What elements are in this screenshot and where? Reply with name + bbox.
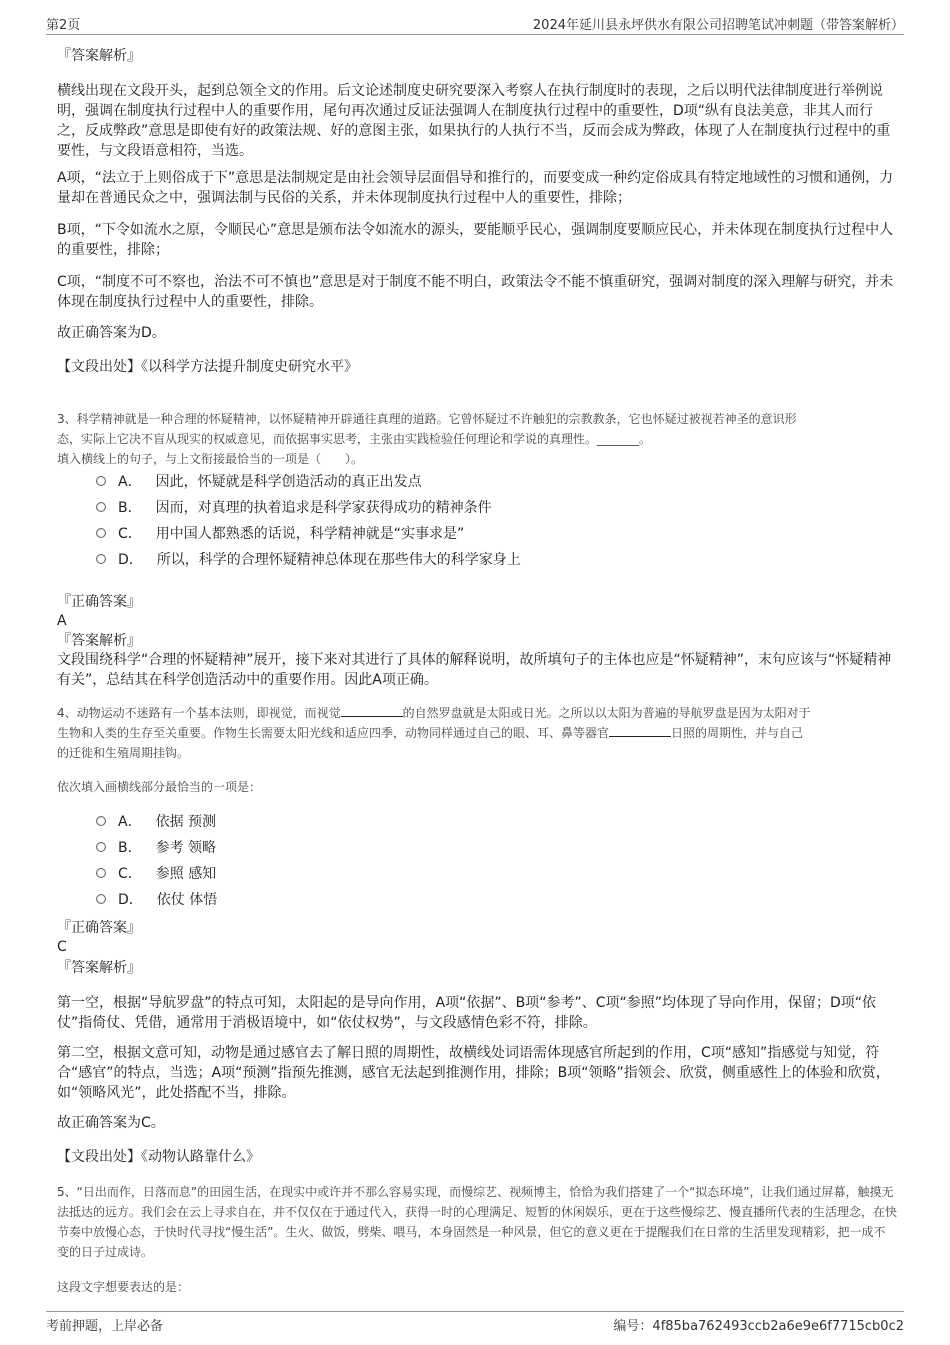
fill-blank — [341, 704, 403, 717]
q4-analysis-label: 『答案解析』 — [57, 960, 141, 976]
q2-analysis-para2: A项，“法立于上则俗成于下”意思是法制规定是由社会领导层面倡导和推行的，而要变成一种约定俗成具有特定地域性的习惯和通例，力量却在普通民众之中，强调法制与民俗的关系，并未体现制度执行过程中人的重要性，排除； — [57, 170, 894, 206]
page-header — [46, 14, 904, 35]
q3-stem-line1: 3、科学精神就是一种合理的怀疑精神，以怀疑精神开辟通往真理的道路。它曾怀疑过不许触犯的宗教教条，它也怀疑过被视若神圣的意识形 — [57, 412, 797, 426]
page-number: 第2页 — [46, 18, 81, 33]
radio-icon[interactable] — [96, 868, 106, 878]
q4-option-d[interactable]: D． 依仗 体悟 — [96, 890, 217, 910]
radio-icon[interactable] — [96, 528, 106, 538]
q3-answer-label: 『正确答案』 — [57, 594, 141, 610]
q4-analysis-para2: 第二空，根据文意可知，动物是通过感官去了解日照的周期性，故横线处词语需体现感官所起到的作用，C项“感知”指感觉与知觉，符合“感官”的特点，当选；A项“预测”指预先推测，感官无法起到推测作用，排除；B项“领略”指领会、欣赏，侧重感性上的体验和欣赏，如“领略风光”，此处搭配不当，排除。 — [57, 1045, 890, 1101]
q4-source: 【文段出处】《动物认路靠什么》 — [57, 1149, 260, 1165]
q2-conclusion: 故正确答案为D。 — [57, 325, 166, 341]
radio-icon[interactable] — [96, 476, 106, 486]
radio-icon[interactable] — [96, 502, 106, 512]
q4-stem-line3: 的迁徙和生殖周期挂钩。 — [57, 746, 190, 760]
q4-option-a[interactable]: A． 依据 预测 — [96, 812, 216, 832]
radio-icon[interactable] — [96, 894, 106, 904]
document-title: 2024年延川县永坪供水有限公司招聘笔试冲刺题（带答案解析） — [532, 18, 904, 33]
q3-option-b[interactable]: B． 因而，对真理的执着追求是科学家获得成功的精神条件 — [96, 498, 492, 518]
q3-analysis: 文段围绕科学“合理的怀疑精神”展开，接下来对其进行了具体的解释说明，故所填句子的主体也应是“怀疑精神”，末句应该与“怀疑精神有关”，总结其在科学创造活动中的重要作用。因此A项正确。 — [57, 652, 892, 688]
q5-stem: 5、“日出而作，日落而息”的田园生活，在现实中或许并不那么容易实现，而慢综艺、视频博主，恰恰为我们搭建了一个“拟态环境”，让我们通过屏幕，触摸无法抵达的远方。我们会在云上寻求自在，并不仅仅在于通过代入，获得一时的心理满足、短暂的休闲娱乐，更在于这些慢综艺、慢直播所代表的生活理念，在快节奏中放慢心态，于快时代寻找“慢生活”。生火、做饭，劈柴、喂马，本身固然是一种风景，但它的意义更在于提醒我们在日常的生活里发现精彩，把一成不变的日子过成诗。 — [57, 1185, 898, 1259]
q3-option-a[interactable]: A． 因此，怀疑就是科学创造活动的真正出发点 — [96, 472, 422, 492]
q4-option-c[interactable]: C． 参照 感知 — [96, 864, 216, 884]
fill-blank — [609, 724, 671, 737]
q4-stem-line1: 4、动物运动不迷路有一个基本法则，即视觉，而视觉 的自然罗盘就是太阳或日光。之所以以太阳为普遍的导航罗盘是因为太阳对于 — [57, 706, 811, 720]
page-footer — [46, 1311, 904, 1334]
q2-analysis-label: 『答案解析』 — [57, 48, 141, 64]
radio-icon[interactable] — [96, 816, 106, 826]
q3-answer: A — [57, 613, 67, 629]
radio-icon[interactable] — [96, 554, 106, 564]
radio-icon[interactable] — [96, 842, 106, 852]
q2-analysis-para4: C项，“制度不可不察也，治法不可不慎也”意思是对于制度不能不明白，政策法令不能不慎重研究，强调对制度的深入理解与研究，并未体现在制度执行过程中人的重要性，排除。 — [57, 274, 894, 310]
q4-prompt: 依次填入画横线部分最恰当的一项是： — [57, 780, 262, 794]
q3-analysis-label: 『答案解析』 — [57, 633, 141, 649]
q4-answer-label: 『正确答案』 — [57, 920, 141, 936]
q2-source: 【文段出处】《以科学方法提升制度史研究水平》 — [57, 359, 358, 375]
q4-answer: C — [57, 939, 67, 955]
q4-analysis-para1: 第一空，根据“导航罗盘”的特点可知，太阳起的是导向作用，A项“依据”、B项“参考”、C项“参照”均体现了导向作用，保留；D项“依仗”指倚仗、凭借，通常用于消极语境中，如“依仗权势”，与文段感情色彩不符，排除。 — [57, 995, 877, 1031]
document-id: 编号：4f85ba762493ccb2a6e9e6f7715cb0c2 — [613, 1319, 904, 1334]
q5-prompt: 这段文字想要表达的是： — [57, 1280, 190, 1294]
q3-stem-line3: 填入横线上的句子，与上文衔接最恰当的一项是（ ）。 — [57, 452, 364, 466]
q4-option-b[interactable]: B． 参考 领略 — [96, 838, 216, 858]
q2-analysis-para3: B项，“下令如流水之原，令顺民心”意思是颁布法令如流水的源头，要能顺乎民心，强调制度要顺应民心，并未体现在制度执行过程中人的重要性，排除； — [57, 222, 894, 258]
q2-analysis-para1: 横线出现在文段开头，起到总领全文的作用。后文论述制度史研究要深入考察人在执行制度时的表现，之后以明代法律制度进行举例说明，强调在制度执行过程中人的重要作用，尾句再次通过反证法强调人在制度执行过程中的重要性，D项“纵有良法美意，非其人而行之，反成弊政”意思是即使有好的政策法规、好的意图主张，如果执行的人执行不当，反而会成为弊政，体现了人在制度执行过程中的重要性，与文段语意相符，当选。 — [57, 83, 891, 159]
footer-slogan: 考前押题，上岸必备 — [46, 1319, 164, 1334]
q3-stem-line2: 态，实际上它决不盲从现实的权威意见，而依据事实思考，主张由实践检验任何理论和学说的真理性。_______。 — [57, 432, 652, 446]
q4-stem-line2: 生物和人类的生存至关重要。作物生长需要太阳光线和适应四季，动物同样通过自己的眼、耳、鼻等器官 日照的周期性，并与自己 — [57, 726, 804, 740]
q4-conclusion: 故正确答案为C。 — [57, 1115, 165, 1131]
q3-option-d[interactable]: D． 所以，科学的合理怀疑精神总体现在那些伟大的科学家身上 — [96, 550, 521, 570]
q3-option-c[interactable]: C． 用中国人都熟悉的话说，科学精神就是“实事求是” — [96, 524, 464, 544]
